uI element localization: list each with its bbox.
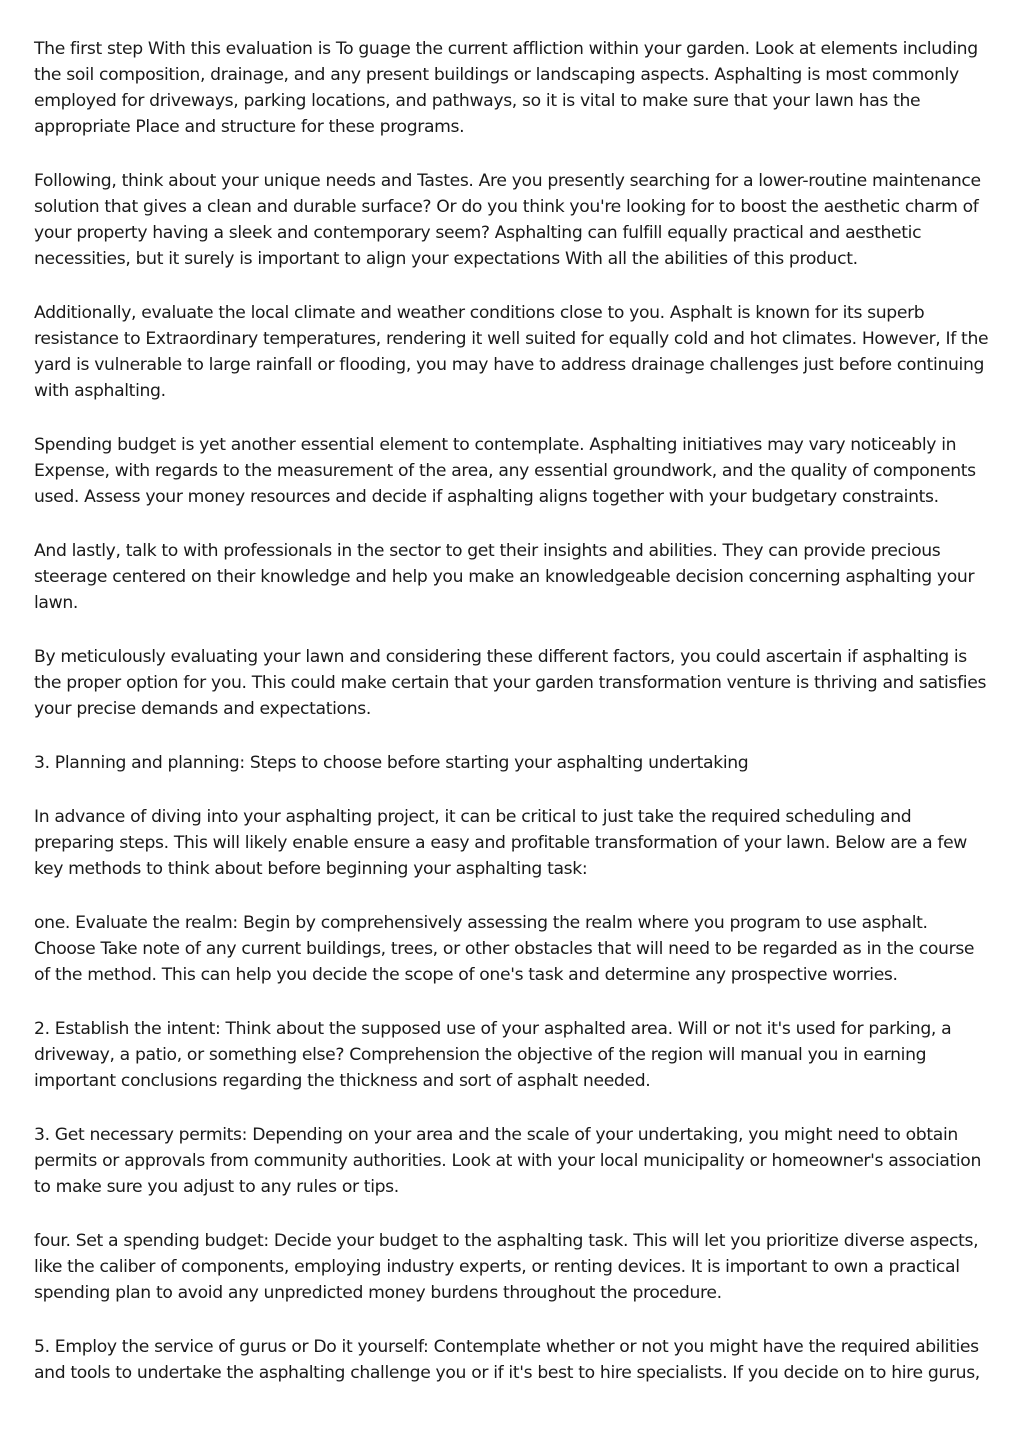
paragraph-professionals: And lastly, talk to with professionals in the sector to get their insights and abilities. They can provide precious steerage centered on their knowledge and help you make an knowledgeable decision concerning asphalting your lawn. <box>34 541 975 613</box>
paragraph-needs-and-tastes: Following, think about your unique needs and Tastes. Are you presently searching for a lower-routine maintenance solution that gives a clean and durable surface? Or do you think you're looking for to boost the aesthetic charm of your property having a sleek and contemporary seem? Asphalting can fulfill equally practical and aesthetic necessities, but it surely is important to align your expectations With all the abilities of this product. <box>34 171 981 269</box>
paragraph-climate: Additionally, evaluate the local climate and weather conditions close to you. Asphalt is known for its superb resistance to Extraordinary temperatures, rendering it well suited for equally cold and hot climates. However, If the yard is vulnerable to large rainfall or flooding, you may have to address drainage challenges just before continuing with asphalting. <box>34 303 989 401</box>
list-item-evaluate-area: one. Evaluate the realm: Begin by comprehensively assessing the realm where you program to use asphalt. Choose Take note of any current buildings, trees, or other obstacles that will need to be regarded as in the course of the method. This can help you decide the scope of one's task and determine any prospective worries. <box>34 913 975 985</box>
paragraph-conclusion: By meticulously evaluating your lawn and considering these different factors, you could ascertain if asphalting is the proper option for you. This could make certain that your garden transformation venture is thriving and satisfies your precise demands and expectations. <box>34 647 987 719</box>
paragraph-planning-intro: In advance of diving into your asphalting project, it can be critical to just take the required scheduling and preparing steps. This will likely enable ensure a easy and profitable transformation of your lawn. Below are a few key methods to think about before beginning your asphalting task: <box>34 807 967 879</box>
list-item-permits: 3. Get necessary permits: Depending on your area and the scale of your undertaking, you might need to obtain permits or approvals from community authorities. Look at with your local municipality or homeowner's association to make sure you adjust to any rules or tips. <box>34 1125 982 1197</box>
list-item-hire-or-diy: 5. Employ the service of gurus or Do it yourself: Contemplate whether or not you might have the required abilities and tools to undertake the asphalting challenge you or if it's best to hire specialists. If you decide on to hire gurus, <box>34 1337 980 1383</box>
list-item-budget: four. Set a spending budget: Decide your budget to the asphalting task. This will let you prioritize diverse aspects, like the caliber of components, employing industry experts, or renting devices. It is important to own a practical spending plan to avoid any unpredicted money burdens throughout the procedure. <box>34 1231 979 1303</box>
paragraph-site-condition: The first step With this evaluation is To guage the current affliction within your garden. Look at elements including the soil composition, drainage, and any present buildings or landscaping aspects. Asphalting is most commonly employed for driveways, parking locations, and pathways, so it is vital to make sure that your lawn has the appropriate Place and structure for these programs. <box>34 39 978 137</box>
paragraph-budget: Spending budget is yet another essential element to contemplate. Asphalting initiatives may vary noticeably in Expense, with regards to the measurement of the area, any essential groundwork, and the quality of components used. Assess your money resources and decide if asphalting aligns together with your budgetary constraints. <box>34 435 976 507</box>
list-item-establish-intent: 2. Establish the intent: Think about the supposed use of your asphalted area. Will or not it's used for parking, a driveway, a patio, or something else? Comprehension the objective of the region will manual you in earning important conclusions regarding the thickness and sort of asphalt needed. <box>34 1019 952 1091</box>
section-heading-planning: 3. Planning and planning: Steps to choose before starting your asphalting undertaking <box>34 753 749 773</box>
